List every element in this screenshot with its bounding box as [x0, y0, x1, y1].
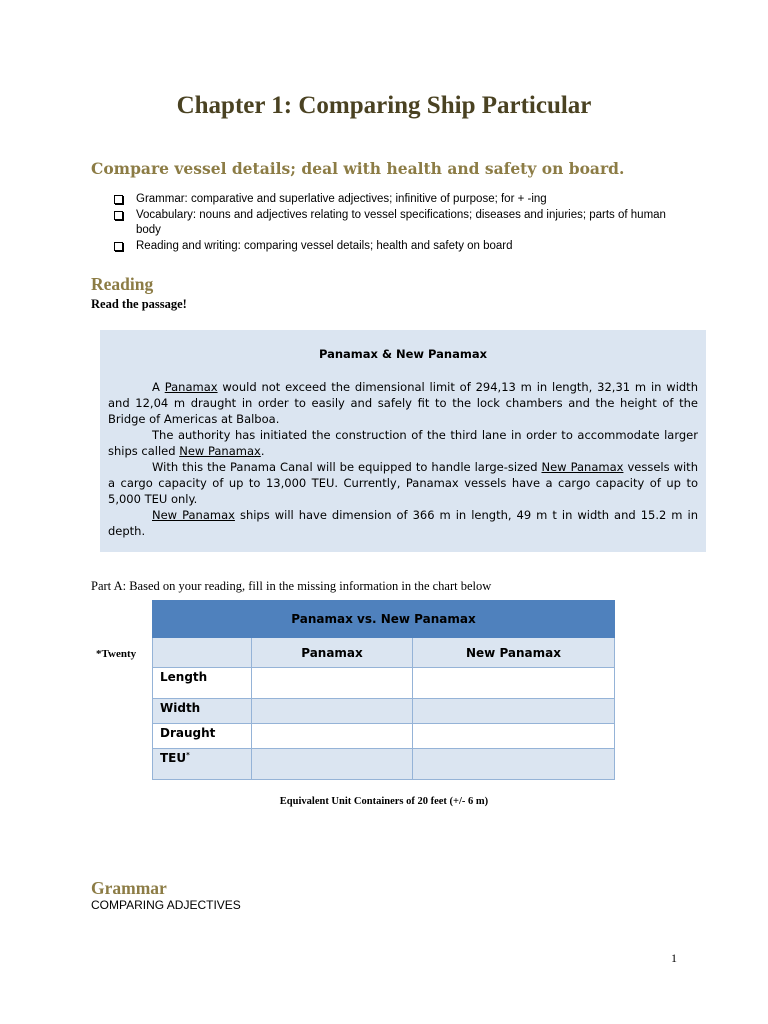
table-row	[153, 749, 615, 780]
row-label-teu	[153, 749, 252, 780]
objective-item	[114, 192, 674, 207]
passage-text: .	[260, 444, 265, 458]
passage-title: Panamax & New Panamax	[318, 347, 488, 361]
passage-paragraph	[108, 427, 698, 459]
reading-heading: Reading	[91, 274, 154, 294]
reading-instruction: Read the passage!	[91, 297, 187, 311]
table-footnote: Equivalent Unit Containers of 20 feet (+/- 6 m)	[279, 796, 489, 807]
part-a-instruction: Part A: Based on your reading, fill in the missing information in the chart below	[91, 579, 492, 593]
teu-side-note: *Twenty	[96, 648, 137, 660]
passage-paragraph	[108, 507, 698, 539]
checkbox-bullet-icon	[114, 195, 123, 204]
objective-text: Reading and writing: comparing vessel details; health and safety on board	[136, 240, 513, 252]
page-number: 1	[671, 951, 677, 965]
grammar-heading: Grammar	[91, 878, 167, 898]
term-new-panamax: New Panamax	[541, 460, 624, 474]
table-row	[153, 668, 615, 699]
passage-text: With this the Panama Canal will be equipped to handle large-sized	[152, 460, 542, 474]
objective-text: Vocabulary: nouns and adjectives relating to vessel specifications; diseases and injuries; parts of human body	[136, 209, 666, 236]
row-label-width: Width	[153, 699, 252, 724]
objective-item	[114, 208, 674, 238]
table-header-row	[153, 638, 615, 668]
passage-box	[100, 330, 706, 552]
row-label-teu-text: TEU	[160, 751, 187, 765]
column-header-new-panamax: New Panamax	[413, 638, 615, 668]
passage-text: The authority has initiated the construction of the third lane in order to accommodate larger ships called	[108, 428, 698, 458]
cell-panamax-width[interactable]	[252, 699, 413, 724]
table-row	[153, 699, 615, 724]
passage-text: A	[152, 380, 165, 394]
term-panamax: Panamax	[164, 380, 218, 394]
row-label-length: Length	[153, 668, 252, 699]
cell-new-panamax-teu[interactable]	[413, 749, 615, 780]
term-new-panamax: New Panamax	[152, 508, 235, 522]
cell-panamax-length[interactable]	[252, 668, 413, 699]
chapter-title: Chapter 1: Comparing Ship Particular	[176, 92, 592, 119]
term-new-panamax: New Panamax	[179, 444, 261, 458]
cell-new-panamax-draught[interactable]	[413, 724, 615, 749]
cell-panamax-draught[interactable]	[252, 724, 413, 749]
cell-new-panamax-width[interactable]	[413, 699, 615, 724]
objective-item	[114, 239, 674, 254]
teu-footnote-marker: *	[186, 751, 190, 759]
passage-text: ships will have dimension of 366 m in length, 49 m t in width and 15.2 m in depth.	[108, 508, 698, 538]
checkbox-bullet-icon	[114, 211, 123, 220]
comparison-table	[152, 600, 615, 780]
column-header-blank	[153, 638, 252, 668]
objective-text: Grammar: comparative and superlative adjectives; infinitive of purpose; for + -ing	[136, 193, 547, 205]
objectives-list	[114, 192, 674, 255]
cell-new-panamax-length[interactable]	[413, 668, 615, 699]
table-title: Panamax vs. New Panamax	[153, 601, 615, 638]
grammar-subheading: COMPARING ADJECTIVES	[91, 898, 241, 912]
passage-paragraph	[108, 459, 698, 507]
table-title-row	[153, 601, 615, 638]
passage-paragraph	[108, 379, 698, 427]
checkbox-bullet-icon	[114, 242, 123, 251]
table-row	[153, 724, 615, 749]
chapter-subtitle: Compare vessel details; deal with health and safety on board.	[91, 159, 625, 178]
column-header-panamax: Panamax	[252, 638, 413, 668]
row-label-draught: Draught	[153, 724, 252, 749]
passage-text: vessels with a cargo capacity of up to 13,000 TEU. Currently, Panamax vessels have a cargo capacity of up to 5,000 TEU only.	[108, 460, 698, 506]
passage-text: would not exceed the dimensional limit of 294,13 m in length, 32,31 m in width and 12,04 m draught in order to easily and safely fit to the lock chambers and the height of the Bridge of Americas at Balboa.	[108, 380, 698, 426]
cell-panamax-teu[interactable]	[252, 749, 413, 780]
